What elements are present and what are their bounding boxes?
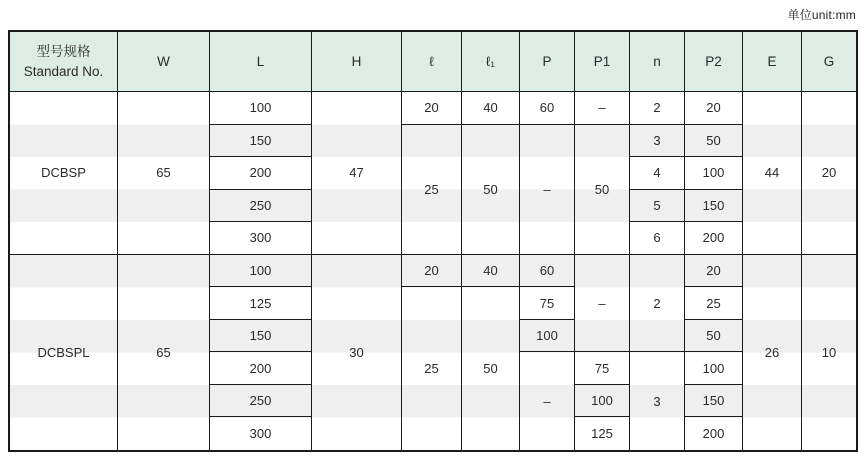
column-header-ell1: ℓ₁	[462, 32, 520, 92]
cell-p-r9: –	[520, 352, 575, 450]
cell-n-r6: 2	[630, 255, 685, 353]
cell-ell1-r6: 40	[462, 255, 520, 288]
model-header-en: Standard No.	[23, 63, 104, 79]
cell-l-r2: 150	[210, 125, 312, 158]
cell-h-r1: 47	[312, 92, 402, 255]
cell-p2-r4: 150	[685, 190, 743, 223]
column-header-l: L	[210, 32, 312, 92]
cell-p-r1: 60	[520, 92, 575, 125]
cell-model-r6: DCBSPL	[10, 255, 118, 450]
cell-ell-r6: 20	[402, 255, 462, 288]
cell-ell1-r1: 40	[462, 92, 520, 125]
column-header-p: P	[520, 32, 575, 92]
cell-ell-r2: 25	[402, 125, 462, 255]
cell-p2-r2: 50	[685, 125, 743, 158]
unit-label: 单位unit:mm	[787, 8, 856, 22]
cell-g-r6: 10	[821, 344, 837, 360]
table-grid	[10, 32, 856, 450]
cell-p1-r1: –	[575, 92, 630, 125]
cell-ell-r1: 20	[402, 92, 462, 125]
cell-g-r1: 20	[802, 92, 856, 255]
cell-e-r6: 26	[743, 255, 802, 450]
cell-n-r5: 6	[630, 222, 685, 255]
cell-n-r1: 2	[630, 92, 685, 125]
cell-p1-r6: –	[575, 255, 630, 353]
cell-p2-r7: 25	[685, 287, 743, 320]
cell-w-r6: 65	[118, 255, 210, 450]
cell-l-r11: 300	[210, 417, 312, 450]
column-header-e: E	[743, 32, 802, 92]
cell-model-r1: DCBSP	[10, 92, 118, 255]
cell-p2-r11: 200	[685, 417, 743, 450]
cell-p1-r11: 125	[575, 417, 630, 450]
model-header-zh: 型号规格	[36, 43, 91, 59]
cell-n-r3: 4	[630, 157, 685, 190]
cell-p2-r10: 150	[685, 385, 743, 418]
cell-ell-r7: 25	[402, 287, 462, 450]
cell-l-r1: 100	[210, 92, 312, 125]
cell-p-r2: –	[520, 125, 575, 255]
cell-p-r7: 75	[520, 287, 575, 320]
cell-n-r4: 5	[630, 190, 685, 223]
cell-l-r9: 200	[210, 352, 312, 385]
cell-p2-r9: 100	[685, 352, 743, 385]
column-header-w: W	[118, 32, 210, 92]
column-header-g: G	[802, 32, 856, 92]
cell-p2-r5: 200	[685, 222, 743, 255]
cell-ell1-r7: 50	[462, 287, 520, 450]
cell-p-r6: 60	[520, 255, 575, 288]
cell-l-r7: 125	[210, 287, 312, 320]
column-header-n: n	[630, 32, 685, 92]
cell-ell1-r2: 50	[462, 125, 520, 255]
cell-p2-r8: 50	[685, 320, 743, 353]
cell-l-r10: 250	[210, 385, 312, 418]
column-header-model	[10, 32, 118, 92]
cell-l-r5: 300	[210, 222, 312, 255]
cell-p2-r6: 20	[685, 255, 743, 288]
cell-l-r6: 100	[210, 255, 312, 288]
cell-l-r8: 150	[210, 320, 312, 353]
cell-w-r1: 65	[118, 92, 210, 255]
cell-l-r3: 200	[210, 157, 312, 190]
cell-n-r9: 3	[630, 352, 685, 450]
cell-e-r1: 44	[743, 92, 802, 255]
cell-h-r6: 30	[312, 255, 402, 450]
column-header-p2: P2	[685, 32, 743, 92]
column-header-p1: P1	[575, 32, 630, 92]
cell-n-r2: 3	[630, 125, 685, 158]
cell-p2-r1: 20	[685, 92, 743, 125]
spec-table	[8, 30, 858, 452]
cell-p1-r10: 100	[575, 385, 630, 418]
column-header-h: H	[312, 32, 402, 92]
column-header-ell: ℓ	[402, 32, 462, 92]
cell-p2-r3: 100	[685, 157, 743, 190]
cell-p-r8: 100	[520, 320, 575, 353]
cell-p1-r2: 50	[575, 125, 630, 255]
cell-p1-r9: 75	[575, 352, 630, 385]
cell-l-r4: 250	[210, 190, 312, 223]
